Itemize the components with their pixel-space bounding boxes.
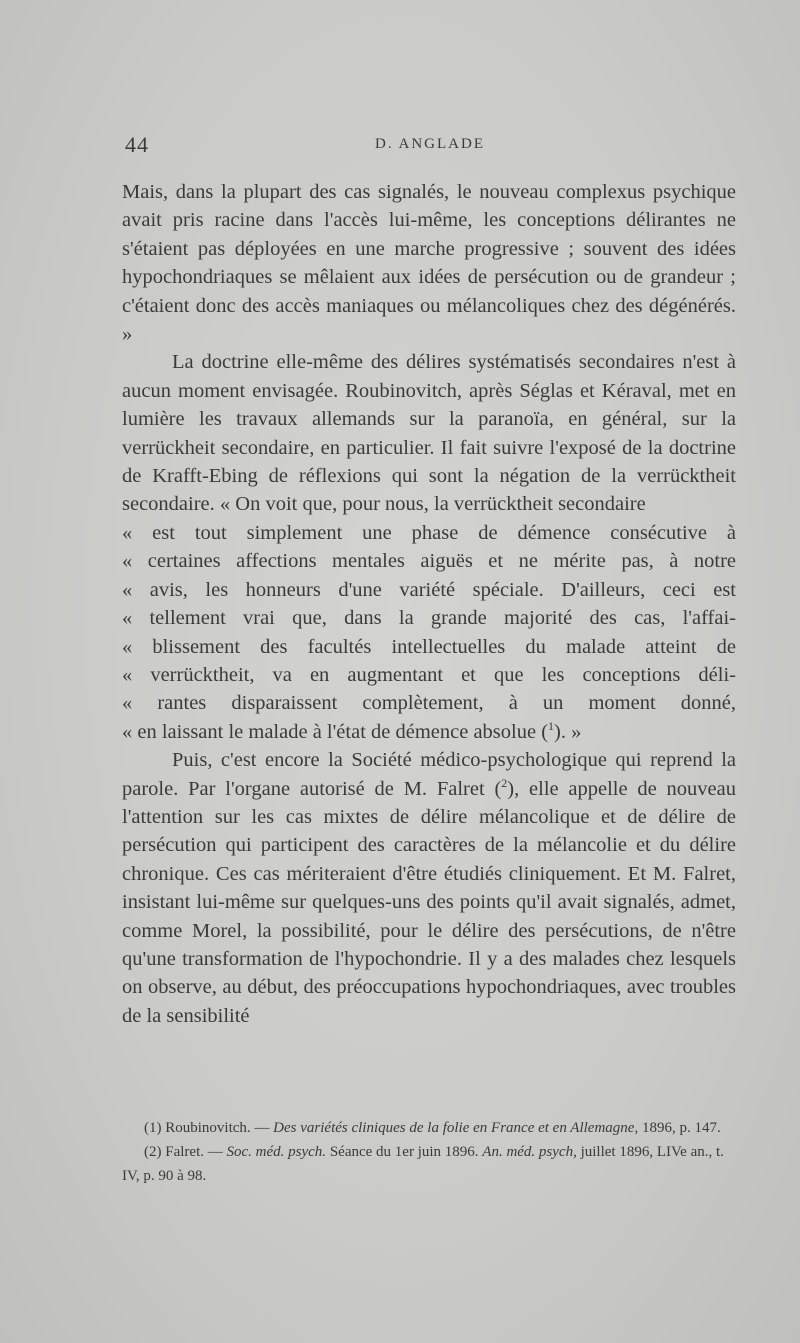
paragraph-1: Mais, dans la plupart des cas signalés, le nouveau complexus psychique avait pris racine dans l'accès lui-même, les conceptions délirantes ne s'étaient pas déployées en une marche progressive ; souvent des idées hypochondriaques se mêlaient aux idées de persécution ou de grandeur ; c'étaient donc des accès maniaques ou mélancoliques chez des dégénérés. »	[122, 181, 736, 346]
quote-last-line	[122, 718, 736, 746]
quote-line: « rantes disparaissent complètement, à un moment donné,	[122, 692, 736, 715]
footnote-2-journal: Soc. méd. psych.	[226, 1144, 327, 1160]
footnote-2-rest: juillet 1896, LIVe an., t. IV, p. 90 à 98.	[122, 1144, 724, 1184]
quote-line: « avis, les honneurs d'une variété spéciale. D'ailleurs, ceci est	[122, 578, 736, 601]
paragraph-3	[122, 746, 736, 1030]
footnote-2-author: Falret. —	[165, 1144, 223, 1160]
footnote-ref-2[interactable]: 2	[501, 775, 508, 790]
footnote-1-title: Des variétés cliniques de la folie en France et en Allemagne,	[273, 1120, 639, 1136]
footnote-1-author: Roubinovitch. —	[165, 1120, 270, 1136]
quote-last-close: ). »	[554, 720, 582, 743]
quote-line: « blissement des facultés intellectuelles du malade atteint de	[122, 635, 736, 658]
paragraph-3-start: Puis, c'est encore la Société médico-psychologique qui reprend la parole. Par l'organe autorisé de M. Falret (	[122, 749, 736, 800]
footnote-1-number: (1)	[144, 1120, 162, 1136]
quote-line: « verrücktheit, va en augmentant et que les conceptions déli-	[122, 663, 736, 686]
footnote-2-number: (2)	[144, 1144, 162, 1160]
quote-last-text: « en laissant le malade à l'état de démence absolue (	[122, 720, 549, 743]
footnote-2-mid: Séance du 1er juin 1896.	[329, 1144, 479, 1160]
footnotes	[122, 1116, 738, 1188]
page-number: 44	[125, 132, 149, 157]
quote-line: « est tout simplement une phase de démence consécutive à	[122, 521, 736, 544]
footnote-1	[122, 1116, 738, 1140]
quote-line: « tellement vrai que, dans la grande majorité des cas, l'affai-	[122, 607, 736, 630]
footnote-ref-1[interactable]: 1	[548, 718, 555, 733]
quote-line: « certaines affections mentales aiguës et ne mérite pas, à notre	[122, 550, 736, 573]
footnote-1-rest: 1896, p. 147.	[641, 1120, 721, 1136]
page-header	[125, 132, 735, 162]
paragraph-3-rest: ), elle appelle de nouveau l'attention sur les cas mixtes de délire mélancolique et de délire de persécution qui participent des caractères de la mélancolie et du délire chronique. Ces cas mériteraient d'être étudiés cliniquement. Et M. Falret, insistant lui-même sur quelques-uns des points qu'il avait signalés, admet, comme Morel, la possibilité, pour le délire des persécutions, de n'être qu'une transformation de l'hypochondrie. Il y a des malades chez lesquels on observe, au début, des préoccupations hypochondriaques, avec troubles de la sensibilité	[122, 777, 736, 1027]
footnote-2	[122, 1140, 738, 1188]
paragraph-2: La doctrine elle-même des délires systématisés secondaires n'est à aucun moment envisagée. Roubinovitch, après Séglas et Kéraval, met en lumière les travaux allemands sur la paranoïa, en général, sur la verrückheit secondaire, en particulier. Il fait suivre l'exposé de la doctrine de Krafft-Ebing de réflexions qui sont la négation de la verrücktheit secondaire. « On voit que, pour nous, la verrücktheit secondaire	[122, 351, 736, 516]
body-text	[122, 178, 736, 1030]
running-head: D. ANGLADE	[375, 136, 485, 152]
footnote-2-journal-2: An. méd. psych,	[482, 1144, 577, 1160]
